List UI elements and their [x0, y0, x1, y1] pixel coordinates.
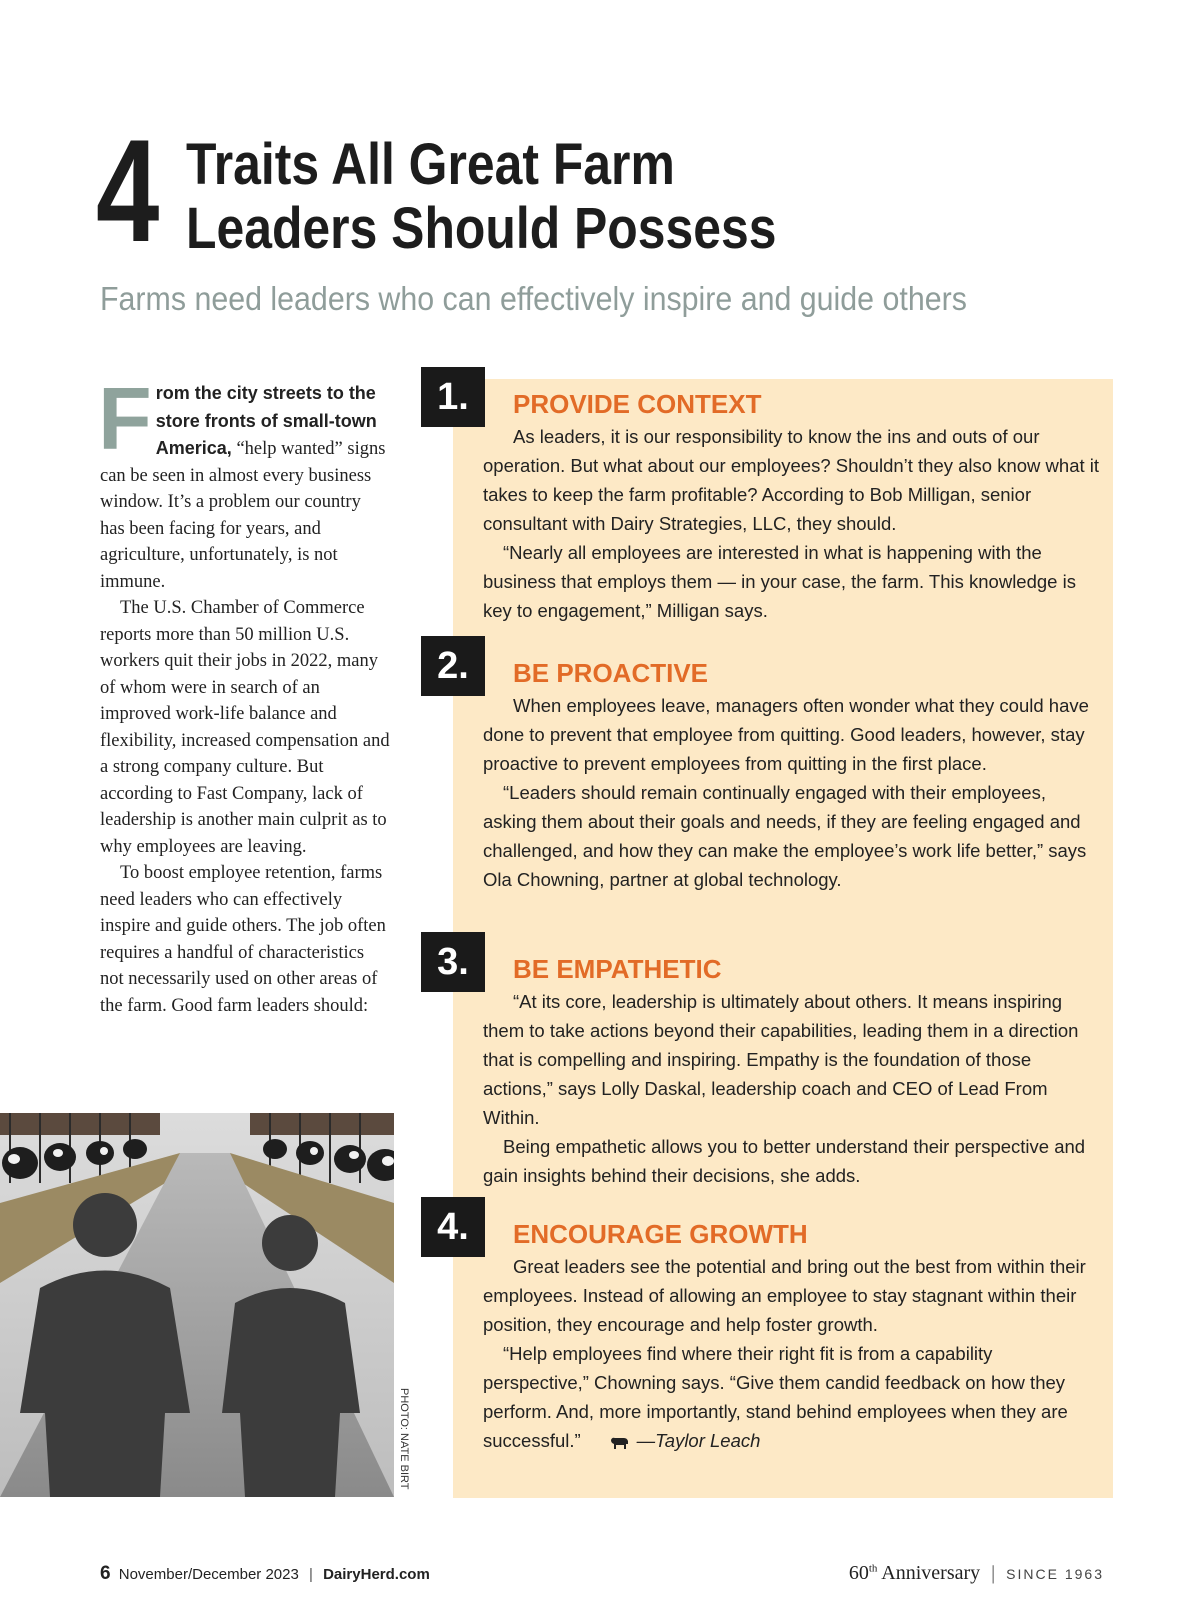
footer-divider: |	[309, 1566, 313, 1583]
footer-right	[849, 1562, 1104, 1585]
headline-line-1: Traits All Great Farm	[186, 132, 675, 197]
traits-panel	[437, 376, 1113, 1498]
trait-number: 2.	[421, 636, 485, 696]
intro-text	[98, 369, 390, 1019]
headline-line-2: Leaders Should Possess	[186, 196, 777, 261]
headline-number: 4	[96, 109, 157, 272]
anniversary-word: Anniversary	[881, 1562, 981, 1584]
trait-body	[483, 1252, 1103, 1458]
intro-paragraph-1-rest: “help wanted” signs can be seen in almost every business window. It’s a problem our country has been facing for years, and agriculture, unfortunately, is not immune.	[100, 439, 386, 592]
page-number: 6	[100, 1563, 111, 1584]
intro-paragraph-3: To boost employee retention, farms need leaders who can effectively inspire and guide others. The job often requires a handful of characteristics not necessarily used on other areas of the farm. Good farm leaders should:	[100, 863, 386, 1016]
trait-body	[483, 422, 1103, 625]
drop-cap: F	[98, 369, 152, 468]
website-link[interactable]: DairyHerd.com	[323, 1566, 430, 1583]
issue-date: November/December 2023	[118, 1566, 299, 1583]
headline	[186, 133, 776, 261]
farm-leaders-photo	[0, 1113, 394, 1497]
trait-quote: Being empathetic allows you to better understand their perspective and gain insights behind their decisions, she adds.	[483, 1136, 1086, 1186]
intro-paragraph-1	[98, 369, 390, 595]
trait-quote: “Nearly all employees are interested in what is happening with the business that employs them — in your case, the farm. This knowledge is key to engagement,” Milligan says.	[483, 542, 1076, 621]
trait-quote-text: “Help employees find where their right fit is from a capability perspective,” Chowning says. “Give them candid feedback on how they perform. And, more importantly, stand behind employees when they are successful.”	[483, 1343, 1068, 1451]
cow-icon	[589, 1429, 629, 1458]
anniversary-suffix: th	[868, 1562, 878, 1575]
trait-paragraph: Great leaders see the potential and bring out the best from within their employees. Instead of allowing an employee to stay stagnant within their position, they encourage and help foster growth.	[483, 1256, 1086, 1335]
trait-paragraph: When employees leave, managers often wonder what they could have done to prevent that employee from quitting. Good leaders, however, stay proactive to prevent employees from quitting in the first place.	[483, 695, 1089, 774]
footer-divider: |	[991, 1562, 996, 1584]
trait-title: BE EMPATHETIC	[513, 954, 722, 984]
lead-in: rom the city streets to the store fronts of small-town America,	[155, 383, 377, 458]
trait-body	[483, 691, 1103, 894]
anniversary-number: 60	[848, 1562, 869, 1584]
trait-quote	[483, 1339, 1103, 1458]
trait-number: 3.	[421, 932, 485, 992]
trait-title: BE PROACTIVE	[513, 658, 709, 688]
photo-illustration	[0, 1113, 394, 1497]
trait-title: ENCOURAGE GROWTH	[513, 1219, 808, 1249]
trait-paragraph: As leaders, it is our responsibility to know the ins and outs of our operation. But what about our employees? Shouldn’t they also know what it takes to keep the farm profitable? According to Bob Milligan, senior consultant with Dairy Strategies, LLC, they should.	[483, 426, 1100, 534]
intro-paragraph-2: The U.S. Chamber of Commerce reports more than 50 million U.S. workers quit their jobs in 2022, many of whom were in search of an improved work-life balance and flexibility, increased compensation and a strong company culture. But according to Fast Company, lack of leadership is another main culprit as to why employees are leaving.	[100, 598, 390, 857]
trait-quote: “Leaders should remain continually engaged with their employees, asking them about their goals and needs, if they are feeling engaged and challenged, and how they can make the employee’s work life better,” says Ola Chowning, partner at global technology.	[483, 782, 1087, 890]
subtitle: Farms need leaders who can effectively inspire and guide others	[100, 280, 967, 317]
trait-body	[483, 987, 1103, 1190]
footer-left	[100, 1563, 430, 1585]
trait-title: PROVIDE CONTEXT	[513, 389, 762, 419]
trait-paragraph: “At its core, leadership is ultimately about others. It means inspiring them to take actions beyond their capabilities, leading them in a direction that is compelling and inspiring. Empathy is the foundation of those actions,” says Lolly Daskal, leadership coach and CEO of Lead From Within.	[483, 991, 1079, 1128]
since-text: SINCE 1963	[1006, 1566, 1104, 1582]
trait-number: 4.	[421, 1197, 485, 1257]
trait-number: 1.	[421, 367, 485, 427]
photo-credit: PHOTO: NATE BIRT	[398, 1388, 410, 1490]
byline: —Taylor Leach	[636, 1430, 761, 1451]
